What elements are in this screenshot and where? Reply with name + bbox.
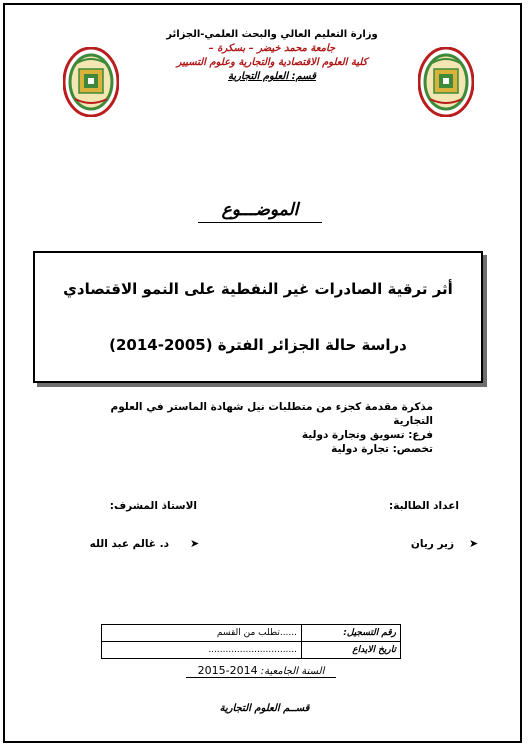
specialty-line: تخصص: تجارة دولية — [331, 443, 433, 455]
thesis-title-box — [33, 251, 483, 383]
institution-header — [152, 28, 392, 84]
deposit-date-label: تاريخ الايداع — [302, 642, 401, 659]
memo-statement: مذكرة مقدمة كجزء من متطلبات نيل شهادة الماستر في العلوم التجارية — [110, 401, 433, 427]
faculty-name: كلية العلوم الاقتصادية والتجارية وعلوم التسيير — [176, 57, 368, 68]
university-logo-left — [63, 47, 119, 117]
registration-table — [101, 624, 401, 659]
academic-year-label: السنة الجامعية: — [260, 666, 325, 677]
arrow-bullet-icon: ➤ — [190, 537, 200, 550]
table-row — [102, 642, 401, 659]
university-name: جامعة محمد خيضر – بسكرة – — [208, 43, 336, 54]
supervisor-label: الاستاذ المشرف: — [109, 500, 197, 512]
ministry-name: وزارة التعليم العالي والبحث العلمي-الجزائر — [166, 29, 378, 40]
registration-number-label: رقم التسجيل: — [302, 625, 401, 642]
supervisor-name: د. غالم عبد الله — [89, 538, 169, 550]
deposit-date-value: ............................... — [102, 642, 302, 659]
arrow-bullet-icon: ➤ — [469, 537, 479, 550]
branch-line: فرع: تسويق وتجارة دولية — [301, 429, 433, 441]
department-name: قسم: العلوم التجارية — [228, 71, 316, 82]
table-row — [102, 625, 401, 642]
degree-info — [73, 400, 433, 456]
topic-heading: الموضـــوع — [221, 200, 299, 220]
student-label: اعداد الطالبة: — [389, 500, 459, 512]
student-name: زير ريان — [410, 538, 454, 550]
academic-year-value: 2014-2015 — [197, 664, 258, 677]
footer-department: قســم العلوم التجارية — [219, 703, 310, 714]
topic-underline — [198, 222, 322, 223]
thesis-title-line1: أثر ترقية الصادرات غير النفطية على النمو الاقتصادي — [63, 280, 453, 298]
thesis-title-line2: دراسة حالة الجزائر الفترة (2005-2014) — [109, 336, 407, 354]
registration-number-value: ......تطلب من القسم — [102, 625, 302, 642]
university-logo-right — [418, 47, 474, 117]
academic-year — [186, 664, 336, 678]
